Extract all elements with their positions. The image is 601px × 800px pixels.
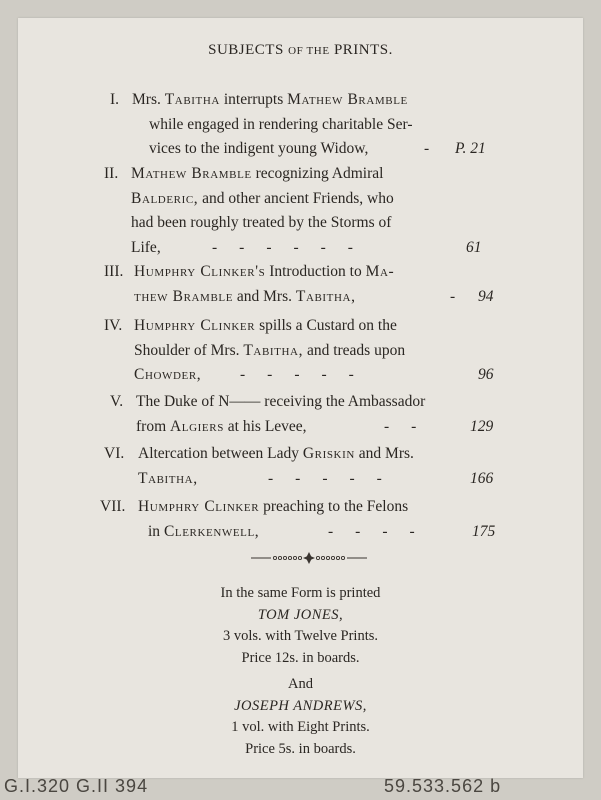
book-title: JOSEPH ANDREWS, bbox=[234, 697, 367, 714]
entry-text: Humphry Clinker's Introduction to Ma- bbox=[134, 263, 395, 280]
page-number: 175 bbox=[472, 522, 496, 540]
entry-text: while engaged in rendering charitable Ser- bbox=[149, 115, 413, 133]
page-number: 96 bbox=[478, 366, 494, 383]
catalog-mark-left: G.I.320 G.II 394 bbox=[4, 776, 149, 796]
entry-text: Life, bbox=[131, 238, 161, 256]
page-number: 61 bbox=[466, 238, 482, 256]
catalog-mark-right: 59.533.562 b bbox=[384, 776, 502, 796]
page-number: 129 bbox=[470, 417, 494, 435]
printer-ornament bbox=[249, 551, 369, 565]
entry-text: The Duke of N—— receiving the Ambassador bbox=[136, 393, 426, 410]
entry-text: vices to the indigent young Widow, bbox=[149, 140, 369, 157]
entry-text: Mathew Bramble recognizing Admiral bbox=[131, 165, 384, 182]
entry-text: thew Bramble and Mrs. Tabitha, bbox=[134, 287, 356, 305]
page-number: P. 21 bbox=[455, 140, 486, 157]
entry-numeral: II. bbox=[104, 165, 119, 182]
entry-text: Altercation between Lady Griskin and Mrs. bbox=[138, 445, 414, 462]
entry-numeral: III. bbox=[104, 263, 124, 280]
page-title: SUBJECTS OF THE PRINTS. bbox=[208, 42, 393, 58]
entry-numeral: I. bbox=[110, 91, 120, 108]
entry-text: Shoulder of Mrs. Tabitha, and treads upon bbox=[134, 341, 406, 359]
entry-numeral: V. bbox=[110, 393, 124, 410]
advertisement: In the same Form is printed TOM JONES, 3 vols. with Twelve Prints. Price 12s. in boards. And JOSEPH ANDREWS, 1 vol. with Eight Prints. Price 5s. in boards. bbox=[0, 583, 601, 760]
page-number: 166 bbox=[470, 469, 494, 487]
entry-text: had been roughly treated by the Storms of bbox=[131, 214, 392, 231]
entry-numeral: VI. bbox=[104, 445, 125, 462]
entry-numeral: VII. bbox=[100, 498, 126, 515]
entry-text: Mrs. Tabitha interrupts Mathew Bramble bbox=[132, 91, 408, 108]
entry-text: Humphry Clinker preaching to the Felons bbox=[138, 498, 409, 515]
entry-text: Chowder, bbox=[134, 366, 202, 383]
entry-text: in Clerkenwell, bbox=[148, 522, 260, 540]
page-number: 94 bbox=[478, 287, 494, 305]
entry-text: Tabitha, bbox=[138, 469, 198, 487]
entry-text: Balderic, and other ancient Friends, who bbox=[131, 189, 394, 207]
book-title: TOM JONES, bbox=[257, 606, 344, 623]
entry-text: from Algiers at his Levee, bbox=[136, 417, 307, 435]
entry-numeral: IV. bbox=[104, 317, 123, 334]
entry-text: Humphry Clinker spills a Custard on the bbox=[134, 317, 397, 334]
